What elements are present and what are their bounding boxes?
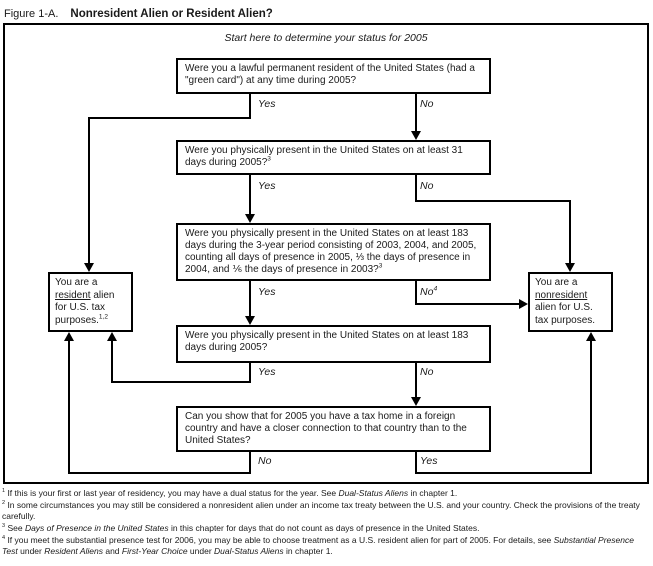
connector-q2-no bbox=[569, 200, 571, 263]
label-q5-no: No bbox=[258, 455, 272, 467]
footnote-3: $^3$ See Days of Presence in the United States in this chapter for days that do not count as days of presence in the United States. bbox=[2, 523, 480, 533]
footnote-4: $^4$ If you meet the substantial presence test for 2006, you may be able to choose treatment as a U.S. resident alien for part of 2005. For details, see Substantial Presence Test under Resident Aliens and First-Year Choice under Dual-Status Aliens in chapter 1. bbox=[2, 535, 634, 556]
connector-q4-yes bbox=[111, 381, 251, 383]
question-present-183-days-3-year: Were you physically present in the United States on at least 183 days during the 3-year period consisting of 2003, 2004, and 2005, counting all days of presence in 2005, ⅓ the days of presence in 2004, and ⅙ the days of presence in 2003?$^3$ bbox=[176, 223, 491, 281]
arrowhead-into-resident-bottom-right bbox=[107, 332, 117, 341]
arrowhead-into-nonresident-bottom bbox=[586, 332, 596, 341]
result-nonresident-alien-box: You are a nonresident alien for U.S. tax purposes. bbox=[528, 272, 613, 332]
label-q2-no: No bbox=[420, 180, 434, 192]
connector-q3-no bbox=[415, 281, 417, 305]
footnotes bbox=[2, 488, 651, 558]
arrowhead-into-q3 bbox=[245, 214, 255, 223]
label-q4-no: No bbox=[420, 366, 434, 378]
connector-q1-no bbox=[415, 94, 417, 131]
footnote-2: $^2$ In some circumstances you may still be considered a nonresident alien under an income tax treaty between the U.S. and your country. Check the provisions of the treaty carefully. bbox=[2, 500, 640, 521]
figure-heading: Nonresident Alien or Resident Alien? bbox=[70, 8, 273, 20]
result-resident-alien-box: You are a resident alien for U.S. tax purposes.$^{1,2}$ bbox=[48, 272, 133, 332]
start-instruction: Start here to determine your status for 2005 bbox=[224, 32, 428, 44]
question-present-183-days-2005: Were you physically present in the United States on at least 183 days during 2005? bbox=[176, 325, 491, 363]
connector-q1-yes bbox=[88, 117, 251, 119]
connector-q5-yes bbox=[590, 341, 592, 474]
label-q3-yes: Yes bbox=[258, 286, 276, 298]
connector-q1-yes bbox=[249, 94, 251, 119]
label-q1-no: No bbox=[420, 98, 434, 110]
connector-q3-yes bbox=[249, 281, 251, 316]
arrowhead-into-q5 bbox=[411, 397, 421, 406]
footnote-1: $^1$ If this is your first or last year of residency, you may have a dual status for the year. See Dual-Status Aliens in chapter 1. bbox=[2, 488, 458, 498]
connector-q2-yes bbox=[249, 175, 251, 214]
label-q2-yes: Yes bbox=[258, 180, 276, 192]
arrowhead-into-nonresident-left bbox=[519, 299, 528, 309]
question-tax-home-closer-connection: Can you show that for 2005 you have a tax home in a foreign country and have a closer connection to that country than to the United States? bbox=[176, 406, 491, 452]
connector-q5-no bbox=[249, 452, 251, 474]
label-q1-yes: Yes bbox=[258, 98, 276, 110]
question-green-card: Were you a lawful permanent resident of the United States (had a "green card") at any time during 2005? bbox=[176, 58, 491, 94]
figure-label: Figure 1-A. bbox=[4, 8, 59, 20]
label-q4-yes: Yes bbox=[258, 366, 276, 378]
connector-q5-no bbox=[68, 472, 251, 474]
connector-q2-no bbox=[415, 200, 571, 202]
arrowhead-into-q2 bbox=[411, 131, 421, 140]
connector-q3-no bbox=[415, 303, 519, 305]
arrowhead-into-resident-top bbox=[84, 263, 94, 272]
arrowhead-into-resident-bottom-left bbox=[64, 332, 74, 341]
question-present-31-days: Were you physically present in the United States on at least 31 days during 2005?$^3$ bbox=[176, 140, 491, 175]
connector-q1-yes bbox=[88, 117, 90, 263]
connector-q5-yes bbox=[415, 472, 592, 474]
arrowhead-into-q4 bbox=[245, 316, 255, 325]
label-q3-no: No$^4$ bbox=[420, 285, 438, 298]
connector-q5-no bbox=[68, 341, 70, 474]
figure-title bbox=[4, 4, 273, 22]
connector-q5-yes bbox=[415, 452, 417, 474]
arrowhead-into-nonresident-top bbox=[565, 263, 575, 272]
connector-q4-yes bbox=[111, 341, 113, 383]
connector-q4-yes bbox=[249, 363, 251, 383]
connector-q2-no bbox=[415, 175, 417, 202]
connector-q4-no bbox=[415, 363, 417, 397]
label-q5-yes: Yes bbox=[420, 455, 438, 467]
